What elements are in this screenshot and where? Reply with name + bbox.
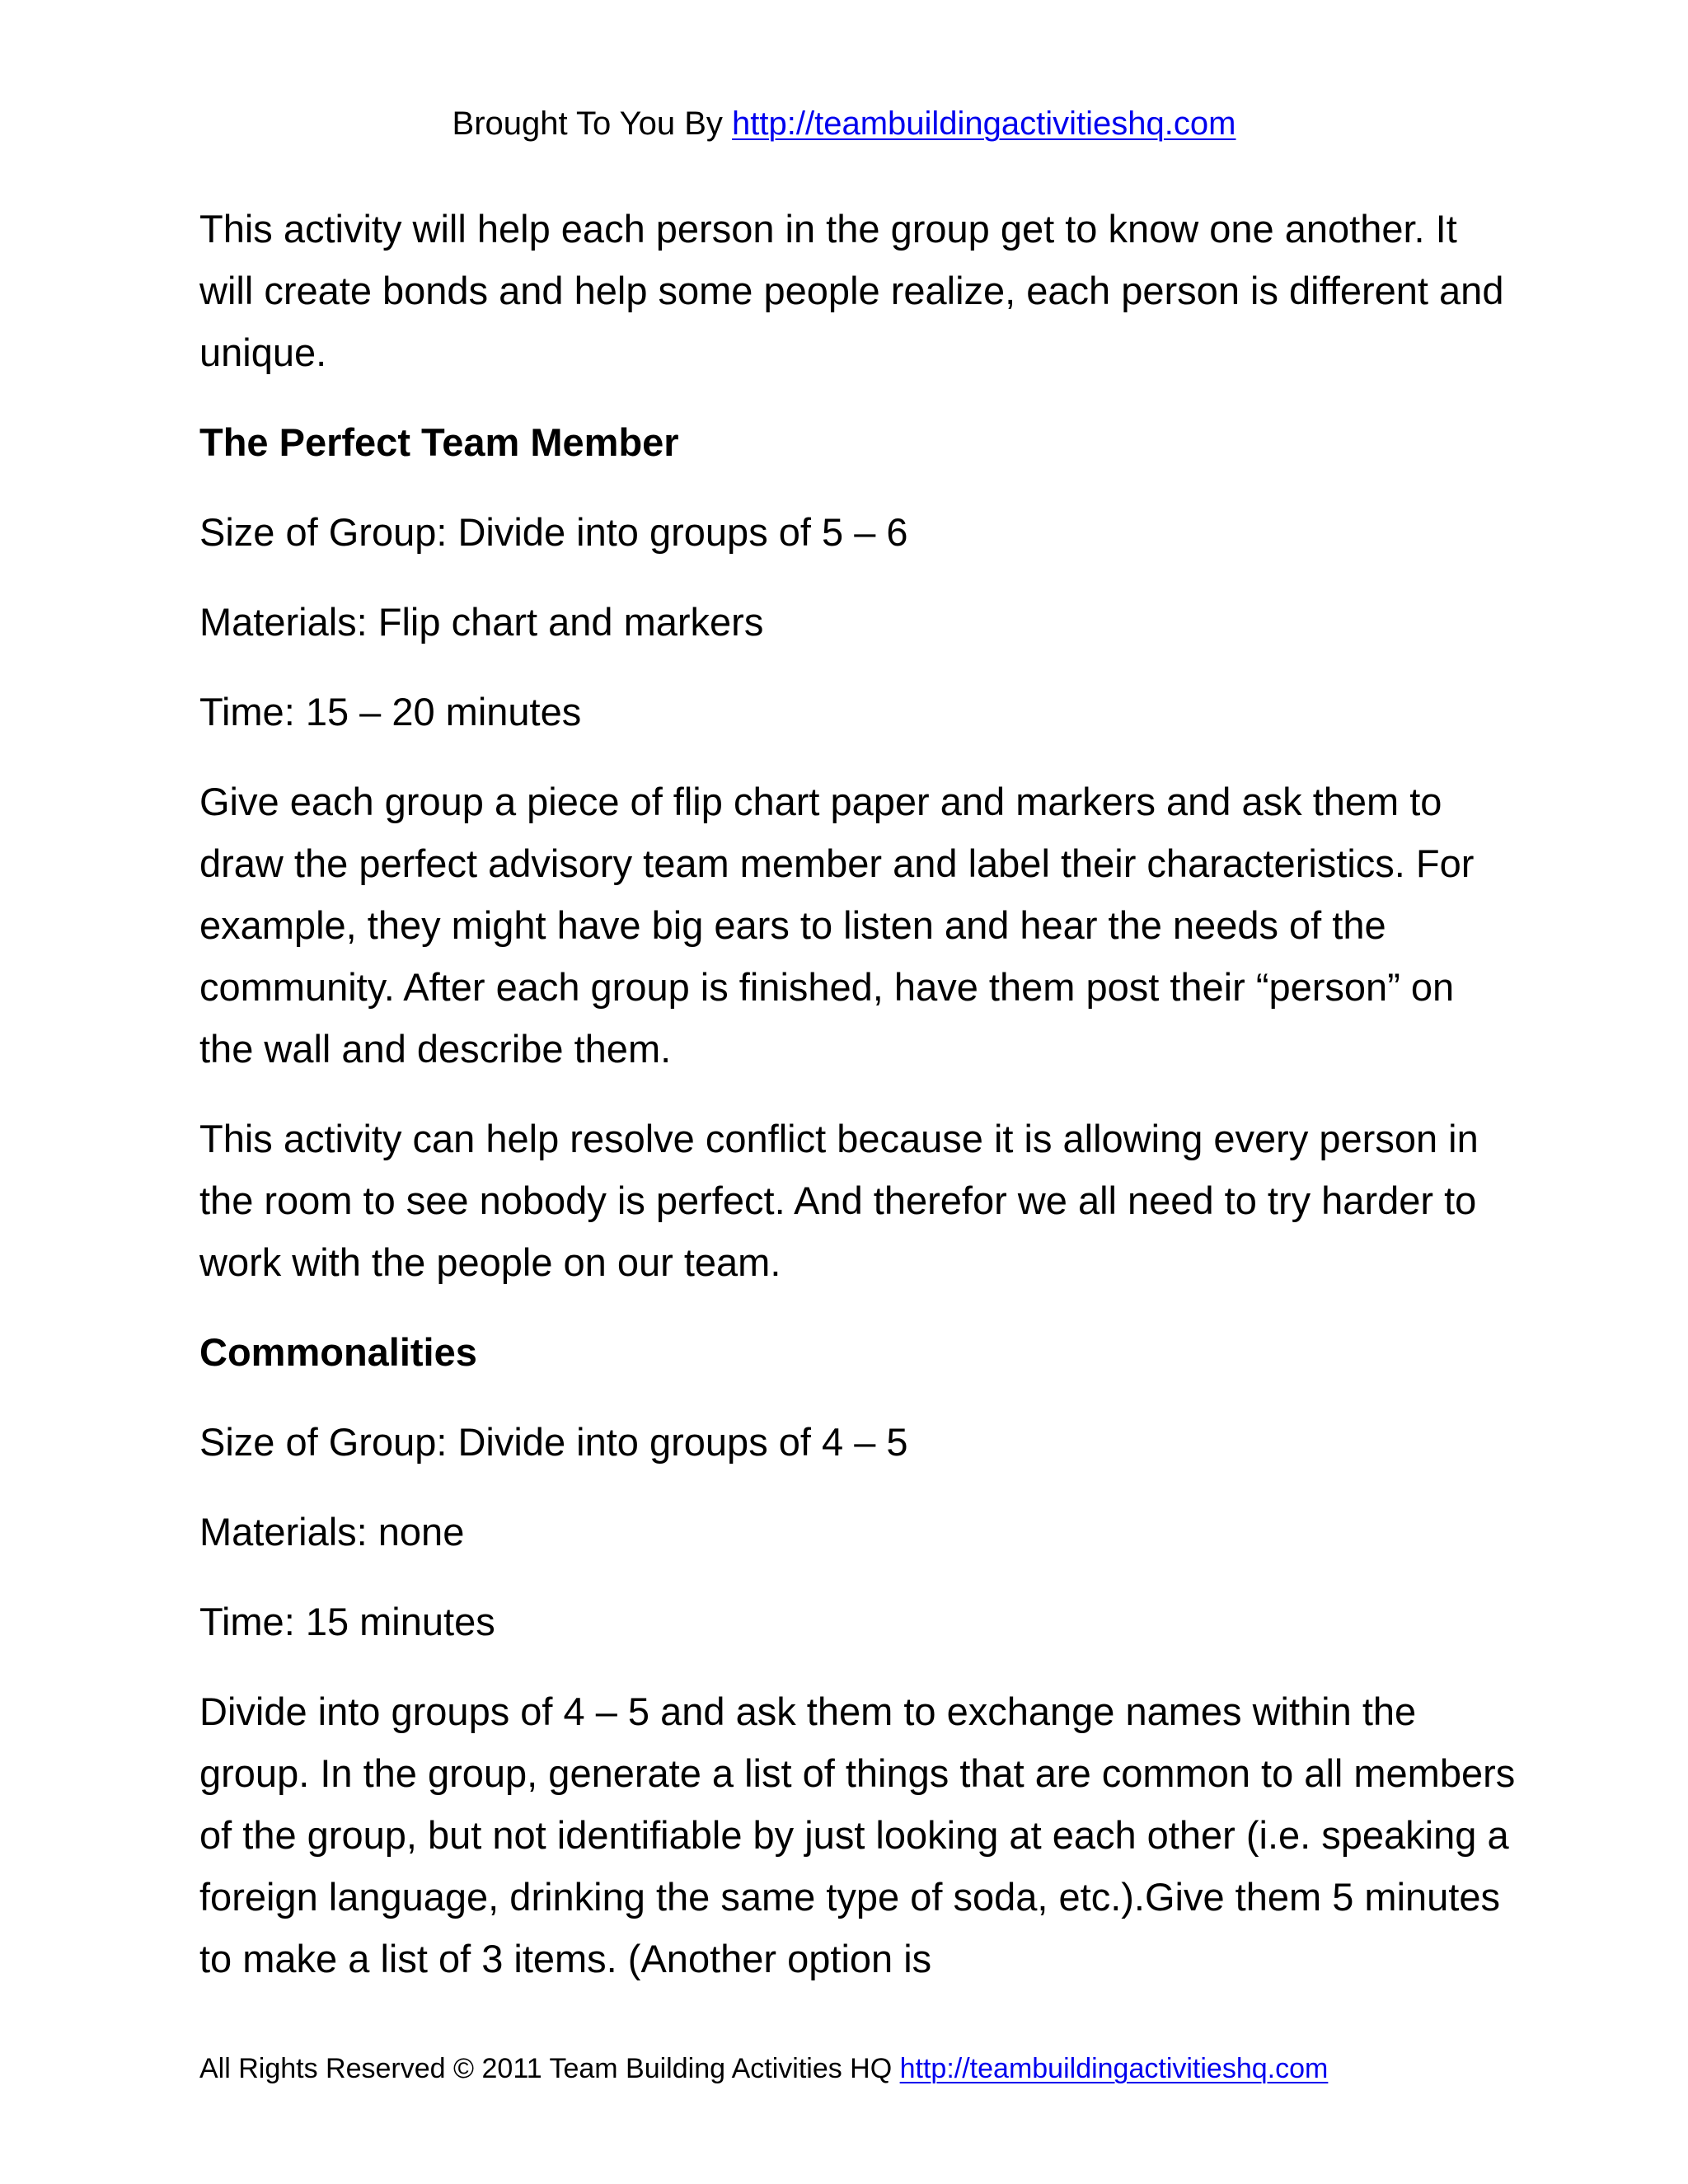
document-body [199, 198, 1518, 2018]
group-size-line: Size of Group: Divide into groups of 5 – 6 [199, 510, 908, 554]
instructions-paragraph: Give each group a piece of flip chart paper and markers and ask them to draw the perfect advisory team member and label their characteristics. For example, they might have big ears to listen and hear the needs of the community. After each group is finished, have them post their “person” on the wall and describe them. [199, 780, 1475, 1071]
page-header [0, 101, 1688, 147]
page-footer [199, 2049, 1601, 2088]
intro-paragraph: This activity will help each person in the group get to know one another. It will create bonds and help some people realize, each person is different and unique. [199, 207, 1504, 374]
group-size-line: Size of Group: Divide into groups of 4 – 5 [199, 1420, 908, 1464]
instructions-paragraph: Divide into groups of 4 – 5 and ask them to exchange names within the group. In the group, generate a list of things that are common to all members of the group, but not identifiable by just looking at each other (i.e. speaking a foreign language, drinking the same type of soda, etc.).Give them 5 minutes to make a list of 3 items. (Another option is [199, 1690, 1516, 1980]
header-prefix: Brought To You By [452, 105, 733, 142]
time-line: Time: 15 minutes [199, 1600, 495, 1643]
header-link[interactable]: http://teambuildingactivitieshq.com [732, 105, 1236, 142]
materials-line: Materials: Flip chart and markers [199, 600, 764, 644]
section-title-commonalities: Commonalities [199, 1330, 477, 1374]
note-paragraph: This activity can help resolve conflict because it is allowing every person in the room to see nobody is perfect. And therefor we all need to try harder to work with the people on our team. [199, 1117, 1479, 1284]
footer-copyright: All Rights Reserved © 2011 Team Building Activities HQ [199, 2053, 900, 2084]
footer-link[interactable]: http://teambuildingactivitieshq.com [899, 2053, 1329, 2084]
section-title-perfect-team-member: The Perfect Team Member [199, 420, 679, 464]
time-line: Time: 15 – 20 minutes [199, 690, 582, 733]
materials-line: Materials: none [199, 1510, 465, 1554]
